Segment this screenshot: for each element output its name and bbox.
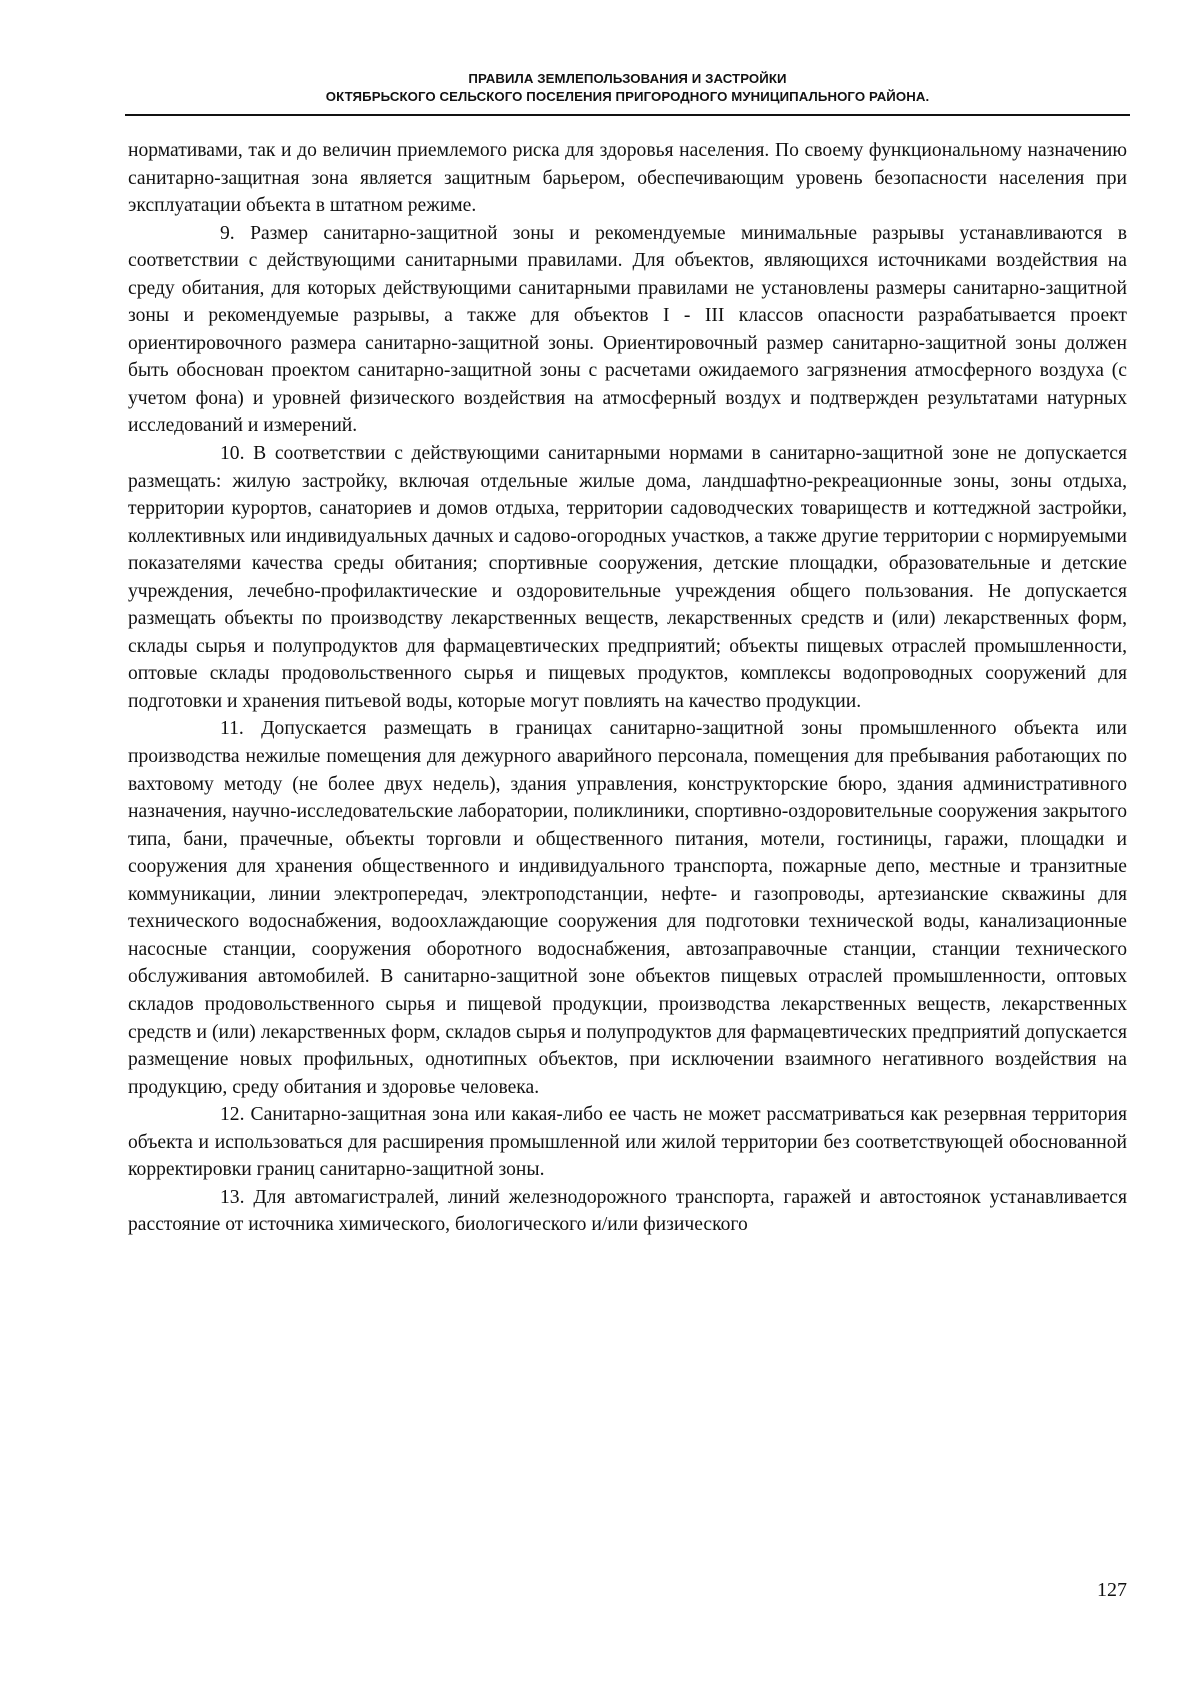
- body-text: [128, 137, 1127, 1239]
- paragraph-13: 13. Для автомагистралей, линий железнодорожного транспорта, гаражей и автостоянок устанавливается расстояние от источника химического, биологического и/или физического: [128, 1186, 1127, 1236]
- running-header: [125, 70, 1130, 106]
- paragraph-12: 12. Санитарно-защитная зона или какая-либо ее часть не может рассматриваться как резервная территория объекта и использоваться для расширения промышленной или жилой территории без соответствующей обоснованной корректировки границ санитарно-защитной зоны.: [128, 1104, 1127, 1181]
- paragraph-9: 9. Размер санитарно-защитной зоны и рекомендуемые минимальные разрывы устанавливаются в соответствии с действующими санитарными правилами. Для объектов, являющихся источниками воздействия на среду обитания, для которых действующими санитарными правилами не установлены размеры санитарно-защитной зоны и рекомендуемые разрывы, а также для объектов I - III классов опасности разрабатывается проект ориентировочного размера санитарно-защитной зоны. Ориентировочный размер санитарно-защитной зоны должен быть обоснован проектом санитарно-защитной зоны с расчетами ожидаемого загрязнения атмосферного воздуха (с учетом фона) и уровней физического воздействия на атмосферный воздух и подтвержден результатами натурных исследований и измерений.: [128, 222, 1127, 437]
- header-divider: [125, 114, 1130, 116]
- header-title-line-2: ОКТЯБРЬСКОГО СЕЛЬСКОГО ПОСЕЛЕНИЯ ПРИГОРОДНОГО МУНИЦИПАЛЬНОГО РАЙОНА.: [325, 89, 930, 104]
- paragraph-11: 11. Допускается размещать в границах санитарно-защитной зоны промышленного объекта или производства нежилые помещения для дежурного аварийного персонала, помещения для пребывания работающих по вахтовому методу (не более двух недель), здания управления, конструкторские бюро, здания административного назначения, научно-исследовательские лаборатории, поликлиники, спортивно-оздоровительные сооружения закрытого типа, бани, прачечные, объекты торговли и общественного питания, мотели, гостиницы, гаражи, площадки и сооружения для хранения общественного и индивидуального транспорта, пожарные депо, местные и транзитные коммуникации, линии электропередач, электроподстанции, нефте- и газопроводы, артезианские скважины для технического водоснабжения, водоохлаждающие сооружения для подготовки технической воды, канализационные насосные станции, сооружения оборотного водоснабжения, автозаправочные станции, станции технического обслуживания автомобилей. В санитарно-защитной зоне объектов пищевых отраслей промышленности, оптовых складов продовольственного сырья и пищевой продукции, производства лекарственных веществ, лекарственных средств и (или) лекарственных форм, складов сырья и полупродуктов для фармацевтических предприятий допускается размещение новых профильных, однотипных объектов, при исключении взаимного негативного воздействия на продукцию, среду обитания и здоровье человека.: [128, 718, 1127, 1098]
- header-title-line-1: ПРАВИЛА ЗЕМЛЕПОЛЬЗОВАНИЯ И ЗАСТРОЙКИ: [468, 71, 787, 86]
- page-number: 127: [1097, 1579, 1127, 1601]
- paragraph-10: 10. В соответствии с действующими санитарными нормами в санитарно-защитной зоне не допускается размещать: жилую застройку, включая отдельные жилые дома, ландшафтно-рекреационные зоны, зоны отдыха, территории курортов, санаториев и домов отдыха, территории садоводческих товариществ и коттеджной застройки, коллективных или индивидуальных дачных и садово-огородных участков, а также другие территории с нормируемыми показателями качества среды обитания; спортивные сооружения, детские площадки, образовательные и детские учреждения, лечебно-профилактические и оздоровительные учреждения общего пользования. Не допускается размещать объекты по производству лекарственных веществ, лекарственных средств и (или) лекарственных форм, склады сырья и полупродуктов для фармацевтических предприятий; объекты пищевых отраслей промышленности, оптовые склады продовольственного сырья и пищевых продуктов, комплексы водопроводных сооружений для подготовки и хранения питьевой воды, которые могут повлиять на качество продукции.: [128, 443, 1127, 712]
- paragraph-continuation: нормативами, так и до величин приемлемого риска для здоровья населения. По своему функциональному назначению санитарно-защитная зона является защитным барьером, обеспечивающим уровень безопасности населения при эксплуатации объекта в штатном режиме.: [128, 140, 1127, 217]
